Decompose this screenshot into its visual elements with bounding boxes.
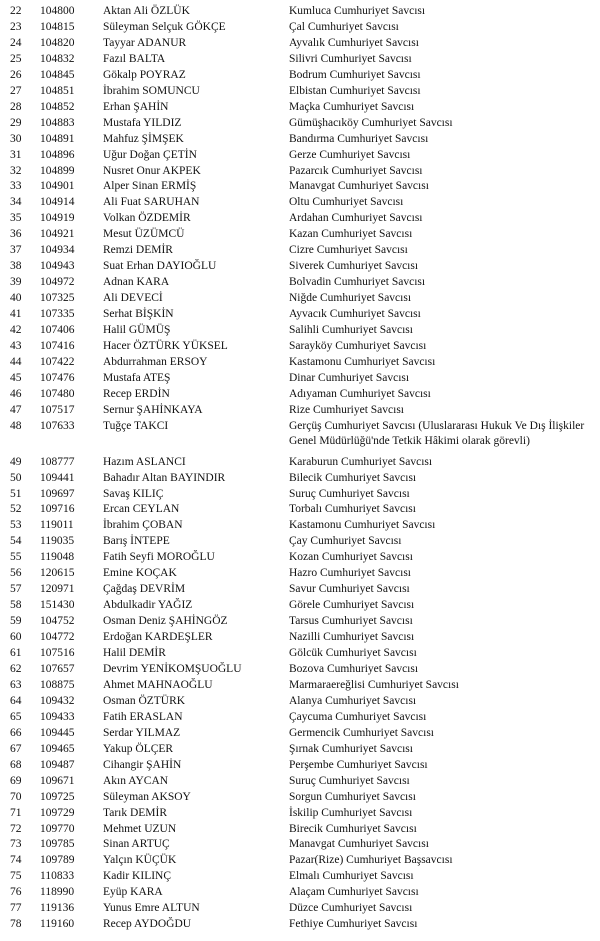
person-name: Adnan KARA bbox=[103, 276, 170, 289]
assignment-title: Kozan Cumhuriyet Savcısı bbox=[289, 551, 413, 564]
registry-number: 119160 bbox=[40, 918, 75, 931]
registry-number: 104752 bbox=[40, 615, 75, 628]
row-number: 28 bbox=[10, 100, 22, 113]
assignment-title: Niğde Cumhuriyet Savcısı bbox=[289, 292, 412, 305]
row-number: 22 bbox=[10, 5, 22, 17]
assignment-title: Pazarcık Cumhuriyet Savcısı bbox=[289, 164, 423, 177]
person-name: Hacer ÖZTÜRK YÜKSEL bbox=[103, 339, 228, 352]
row-number: 67 bbox=[10, 742, 22, 755]
registry-number: 107476 bbox=[40, 371, 75, 384]
person-name: Savaş KILIÇ bbox=[103, 487, 164, 500]
row-number: 61 bbox=[10, 647, 22, 659]
person-name: Sernur ŞAHİNKAYA bbox=[103, 403, 203, 416]
registry-number: 109445 bbox=[40, 726, 75, 739]
registry-number: 104899 bbox=[40, 164, 75, 177]
assignment-title: Adıyaman Cumhuriyet Savcısı bbox=[289, 387, 431, 400]
registry-number: 107657 bbox=[40, 663, 75, 675]
person-name: Ahmet MAHNAOĞLU bbox=[103, 678, 213, 691]
assignment-title: Pazar(Rize) Cumhuriyet Başsavcısı bbox=[289, 854, 453, 867]
row-number: 41 bbox=[10, 308, 22, 320]
registry-number: 107480 bbox=[40, 387, 75, 400]
registry-number: 107517 bbox=[40, 403, 75, 416]
registry-number: 119048 bbox=[40, 551, 75, 564]
row-number: 44 bbox=[10, 355, 22, 368]
assignment-title: İskilip Cumhuriyet Savcısı bbox=[289, 806, 413, 819]
registry-number: 109725 bbox=[40, 790, 75, 803]
assignment-title: Bodrum Cumhuriyet Savcısı bbox=[289, 68, 421, 81]
registry-number: 109487 bbox=[40, 758, 75, 771]
registry-number: 109697 bbox=[40, 487, 75, 500]
row-number: 33 bbox=[10, 180, 22, 193]
row-number: 43 bbox=[10, 339, 22, 352]
registry-number: 120615 bbox=[40, 567, 75, 580]
registry-number: 107422 bbox=[40, 355, 75, 368]
person-name: Ercan CEYLAN bbox=[103, 503, 180, 516]
assignment-title: Çaycuma Cumhuriyet Savcısı bbox=[289, 710, 427, 723]
registry-number: 119011 bbox=[40, 519, 74, 532]
row-number: 23 bbox=[10, 20, 22, 33]
assignment-title: Sorgun Cumhuriyet Savcısı bbox=[289, 790, 416, 803]
row-number: 40 bbox=[10, 292, 22, 305]
registry-number: 104883 bbox=[40, 116, 75, 129]
row-number: 24 bbox=[10, 36, 22, 49]
assignment-title: Gölcük Cumhuriyet Savcısı bbox=[289, 647, 417, 659]
person-name: İbrahim SOMUNCU bbox=[103, 84, 200, 97]
registry-number: 108777 bbox=[40, 455, 75, 468]
person-name: Bahadır Altan BAYINDIR bbox=[103, 471, 226, 484]
registry-number: 120971 bbox=[40, 583, 75, 596]
assignment-title: Bandırma Cumhuriyet Savcısı bbox=[289, 132, 429, 145]
registry-number: 109432 bbox=[40, 694, 75, 707]
row-number: 29 bbox=[10, 116, 22, 129]
row-number: 64 bbox=[10, 694, 22, 707]
assignment-title: Birecik Cumhuriyet Savcısı bbox=[289, 822, 417, 835]
row-number: 49 bbox=[10, 455, 22, 468]
person-name: Osman Deniz ŞAHİNGÖZ bbox=[103, 615, 228, 628]
person-name: Ali Fuat SARUHAN bbox=[103, 196, 200, 209]
row-number: 34 bbox=[10, 196, 22, 209]
assignment-title: Bolvadin Cumhuriyet Savcısı bbox=[289, 276, 426, 289]
assignment-title: Maçka Cumhuriyet Savcısı bbox=[289, 100, 415, 113]
person-name: Ali DEVECİ bbox=[103, 292, 163, 305]
row-number: 42 bbox=[10, 324, 22, 336]
registry-number: 109671 bbox=[40, 774, 75, 787]
registry-number: 104943 bbox=[40, 260, 75, 273]
registry-number: 110833 bbox=[40, 870, 75, 883]
row-number: 76 bbox=[10, 886, 22, 899]
assignment-title: Germencik Cumhuriyet Savcısı bbox=[289, 726, 434, 739]
registry-number: 104934 bbox=[40, 244, 75, 257]
registry-number: 119136 bbox=[40, 902, 75, 915]
row-number: 62 bbox=[10, 663, 22, 675]
person-name: Mustafa ATEŞ bbox=[103, 371, 171, 384]
row-number: 74 bbox=[10, 854, 22, 867]
assignment-title: Çay Cumhuriyet Savcısı bbox=[289, 535, 402, 548]
person-name: Alper Sinan ERMİŞ bbox=[103, 180, 197, 193]
person-name: Emine KOÇAK bbox=[103, 567, 177, 580]
assignment-title: Gerçüş Cumhuriyet Savcısı (Uluslararası Hukuk Ve Dış İlişkiler Genel Müdürlüğü'nde Tetkik Hâkimi olarak görevli) bbox=[289, 419, 585, 447]
row-number: 69 bbox=[10, 774, 22, 787]
registry-number: 104891 bbox=[40, 132, 75, 145]
registry-number: 107633 bbox=[40, 419, 75, 432]
assignment-title: Kazan Cumhuriyet Savcısı bbox=[289, 228, 413, 241]
row-number: 68 bbox=[10, 758, 22, 771]
person-name: Recep ERDİN bbox=[103, 387, 170, 400]
assignment-title: Gümüşhacıköy Cumhuriyet Savcısı bbox=[289, 116, 453, 129]
person-name: Devrim YENİKOMŞUOĞLU bbox=[103, 663, 242, 675]
row-number: 46 bbox=[10, 387, 22, 400]
assignment-title: Manavgat Cumhuriyet Savcısı bbox=[289, 180, 429, 193]
registry-number: 104832 bbox=[40, 52, 75, 65]
person-name: Süleyman Selçuk GÖKÇE bbox=[103, 20, 226, 33]
row-number: 56 bbox=[10, 567, 22, 580]
person-name: Abdurrahman ERSOY bbox=[103, 355, 208, 368]
person-name: Mustafa YILDIZ bbox=[103, 116, 182, 129]
person-name: Kadir KILINÇ bbox=[103, 870, 172, 883]
row-number: 73 bbox=[10, 838, 22, 851]
registry-number: 109716 bbox=[40, 503, 75, 516]
assignment-title: Siverek Cumhuriyet Savcısı bbox=[289, 260, 419, 273]
registry-number: 119035 bbox=[40, 535, 75, 548]
assignment-title: Elbistan Cumhuriyet Savcısı bbox=[289, 84, 421, 97]
assignment-title: Alanya Cumhuriyet Savcısı bbox=[289, 694, 417, 707]
person-name: Tayyar ADANUR bbox=[103, 36, 187, 49]
person-name: Volkan ÖZDEMİR bbox=[103, 212, 191, 225]
assignment-title: Düzce Cumhuriyet Savcısı bbox=[289, 902, 413, 915]
person-name: Serhat BİŞKİN bbox=[103, 308, 174, 320]
registry-number: 104851 bbox=[40, 84, 75, 97]
assignment-title: Şırnak Cumhuriyet Savcısı bbox=[289, 742, 413, 755]
row-number: 57 bbox=[10, 583, 22, 596]
assignment-title: Manavgat Cumhuriyet Savcısı bbox=[289, 838, 429, 851]
assignment-title: Savur Cumhuriyet Savcısı bbox=[289, 583, 410, 596]
person-name: Çağdaş DEVRİM bbox=[103, 583, 186, 596]
registry-number: 104815 bbox=[40, 20, 75, 33]
person-name: Yakup ÖLÇER bbox=[103, 742, 174, 755]
row-number: 26 bbox=[10, 68, 22, 81]
person-name: Sinan ARTUÇ bbox=[103, 838, 170, 851]
person-name: Recep AYDOĞDU bbox=[103, 918, 192, 931]
registry-number: 109785 bbox=[40, 838, 75, 851]
person-name: Serdar YILMAZ bbox=[103, 726, 181, 739]
assignment-title: Ayvacık Cumhuriyet Savcısı bbox=[289, 308, 421, 320]
registry-number: 109770 bbox=[40, 822, 75, 835]
assignment-title: Alaçam Cumhuriyet Savcısı bbox=[289, 886, 419, 899]
registry-number: 104919 bbox=[40, 212, 75, 225]
registry-number: 104852 bbox=[40, 100, 75, 113]
registry-number: 104921 bbox=[40, 228, 75, 241]
assignment-title: Perşembe Cumhuriyet Savcısı bbox=[289, 758, 428, 771]
row-number: 32 bbox=[10, 164, 22, 177]
person-name: İbrahim ÇOBAN bbox=[103, 519, 183, 532]
person-name: Mahfuz ŞİMŞEK bbox=[103, 132, 184, 145]
person-name: Akın AYCAN bbox=[103, 774, 169, 787]
row-number: 58 bbox=[10, 599, 22, 612]
assignment-title: Ardahan Cumhuriyet Savcısı bbox=[289, 212, 423, 225]
row-number: 25 bbox=[10, 52, 22, 65]
assignment-title: Fethiye Cumhuriyet Savcısı bbox=[289, 918, 418, 931]
registry-number: 104800 bbox=[40, 5, 75, 17]
row-number: 48 bbox=[10, 419, 22, 432]
person-name: Abdulkadir YAĞIZ bbox=[103, 599, 193, 612]
person-name: Tarık DEMİR bbox=[103, 806, 168, 819]
row-number: 38 bbox=[10, 260, 22, 273]
assignment-title: Tarsus Cumhuriyet Savcısı bbox=[289, 615, 413, 628]
assignment-title: Kumluca Cumhuriyet Savcısı bbox=[289, 5, 426, 17]
row-number: 65 bbox=[10, 710, 22, 723]
person-name: Eyüp KARA bbox=[103, 886, 163, 899]
assignment-title: Ayvalık Cumhuriyet Savcısı bbox=[289, 36, 419, 49]
assignment-title: Rize Cumhuriyet Savcısı bbox=[289, 403, 404, 416]
assignment-title: Görele Cumhuriyet Savcısı bbox=[289, 599, 415, 612]
assignment-title: Çal Cumhuriyet Savcısı bbox=[289, 20, 399, 33]
registry-number: 109789 bbox=[40, 854, 75, 867]
assignment-title: Kastamonu Cumhuriyet Savcısı bbox=[289, 519, 436, 532]
assignment-title: Bilecik Cumhuriyet Savcısı bbox=[289, 471, 417, 484]
person-name: Uğur Doğan ÇETİN bbox=[103, 148, 197, 161]
assignment-title: Nazilli Cumhuriyet Savcısı bbox=[289, 631, 415, 644]
registry-number: 107406 bbox=[40, 324, 75, 336]
registry-number: 118990 bbox=[40, 886, 75, 899]
registry-number: 104896 bbox=[40, 148, 75, 161]
person-name: Halil DEMİR bbox=[103, 647, 166, 659]
row-number: 51 bbox=[10, 487, 22, 500]
registry-number: 104820 bbox=[40, 36, 75, 49]
registry-number: 109441 bbox=[40, 471, 75, 484]
row-number: 70 bbox=[10, 790, 22, 803]
person-name: Mehmet UZUN bbox=[103, 822, 177, 835]
row-number: 31 bbox=[10, 148, 22, 161]
assignment-title: Karaburun Cumhuriyet Savcısı bbox=[289, 455, 433, 468]
registry-number: 104901 bbox=[40, 180, 75, 193]
assignment-title: Oltu Cumhuriyet Savcısı bbox=[289, 196, 404, 209]
registry-number: 104972 bbox=[40, 276, 75, 289]
row-number: 63 bbox=[10, 678, 22, 691]
assignment-title: Cizre Cumhuriyet Savcısı bbox=[289, 244, 408, 257]
person-name: Yunus Emre ALTUN bbox=[103, 902, 200, 915]
person-name: Halil GÜMÜŞ bbox=[103, 324, 171, 336]
row-number: 71 bbox=[10, 806, 22, 819]
person-name: Mesut ÜZÜMCÜ bbox=[103, 228, 185, 241]
person-name: Suat Erhan DAYIOĞLU bbox=[103, 260, 217, 273]
assignment-title: Suruç Cumhuriyet Savcısı bbox=[289, 487, 410, 500]
person-name: Yalçın KÜÇÜK bbox=[103, 854, 177, 867]
assignment-title: Salihli Cumhuriyet Savcısı bbox=[289, 324, 413, 336]
row-number: 52 bbox=[10, 503, 22, 516]
registry-number: 107416 bbox=[40, 339, 75, 352]
assignment-title: Sarayköy Cumhuriyet Savcısı bbox=[289, 339, 427, 352]
row-number: 75 bbox=[10, 870, 22, 883]
person-name: Remzi DEMİR bbox=[103, 244, 173, 257]
registry-number: 109465 bbox=[40, 742, 75, 755]
row-number: 55 bbox=[10, 551, 22, 564]
row-number: 45 bbox=[10, 371, 22, 384]
registry-number: 107325 bbox=[40, 292, 75, 305]
registry-number: 109433 bbox=[40, 710, 75, 723]
person-name: Aktan Ali ÖZLÜK bbox=[103, 5, 190, 17]
person-name: Tuğçe TAKCI bbox=[103, 419, 169, 432]
row-number: 47 bbox=[10, 403, 22, 416]
row-number: 27 bbox=[10, 84, 22, 97]
registry-number: 104914 bbox=[40, 196, 75, 209]
assignment-title: Silivri Cumhuriyet Savcısı bbox=[289, 52, 412, 65]
row-number: 77 bbox=[10, 902, 22, 915]
person-name: Erdoğan KARDEŞLER bbox=[103, 631, 213, 644]
row-number: 50 bbox=[10, 471, 22, 484]
row-number: 66 bbox=[10, 726, 22, 739]
person-name: Fatih ERASLAN bbox=[103, 710, 183, 723]
person-name: Süleyman AKSOY bbox=[103, 790, 191, 803]
registry-number: 104772 bbox=[40, 631, 75, 644]
row-number: 72 bbox=[10, 822, 22, 835]
row-number: 30 bbox=[10, 132, 22, 145]
registry-number: 108875 bbox=[40, 678, 75, 691]
row-number: 60 bbox=[10, 631, 22, 644]
person-name: Nusret Onur AKPEK bbox=[103, 164, 201, 177]
registry-number: 107516 bbox=[40, 647, 75, 659]
assignment-title: Dinar Cumhuriyet Savcısı bbox=[289, 371, 410, 384]
row-number: 36 bbox=[10, 228, 22, 241]
row-number: 59 bbox=[10, 615, 22, 628]
person-name: Fatih Seyfi MOROĞLU bbox=[103, 551, 215, 564]
assignment-title: Suruç Cumhuriyet Savcısı bbox=[289, 774, 410, 787]
row-number: 54 bbox=[10, 535, 22, 548]
person-name: Hazım ASLANCI bbox=[103, 455, 186, 468]
row-number: 35 bbox=[10, 212, 22, 225]
row-number: 39 bbox=[10, 276, 22, 289]
assignment-title: Marmaraereğlisi Cumhuriyet Savcısı bbox=[289, 678, 459, 691]
registry-number: 104845 bbox=[40, 68, 75, 81]
assignment-title: Gerze Cumhuriyet Savcısı bbox=[289, 148, 411, 161]
person-name: Osman ÖZTÜRK bbox=[103, 694, 186, 707]
assignment-title: Elmalı Cumhuriyet Savcısı bbox=[289, 870, 414, 883]
person-name: Erhan ŞAHİN bbox=[103, 100, 169, 113]
row-number: 37 bbox=[10, 244, 22, 257]
registry-number: 107335 bbox=[40, 308, 75, 320]
person-name: Barış İNTEPE bbox=[103, 535, 170, 548]
person-name: Fazıl BALTA bbox=[103, 52, 166, 65]
assignment-title: Kastamonu Cumhuriyet Savcısı bbox=[289, 355, 436, 368]
assignment-title: Hazro Cumhuriyet Savcısı bbox=[289, 567, 412, 580]
row-number: 53 bbox=[10, 519, 22, 532]
assignment-title: Torbalı Cumhuriyet Savcısı bbox=[289, 503, 416, 516]
assignment-title: Bozova Cumhuriyet Savcısı bbox=[289, 663, 419, 675]
registry-number: 109729 bbox=[40, 806, 75, 819]
row-number: 78 bbox=[10, 918, 22, 931]
registry-number: 151430 bbox=[40, 599, 75, 612]
person-name: Cihangir ŞAHİN bbox=[103, 758, 182, 771]
person-name: Gökalp POYRAZ bbox=[103, 68, 186, 81]
